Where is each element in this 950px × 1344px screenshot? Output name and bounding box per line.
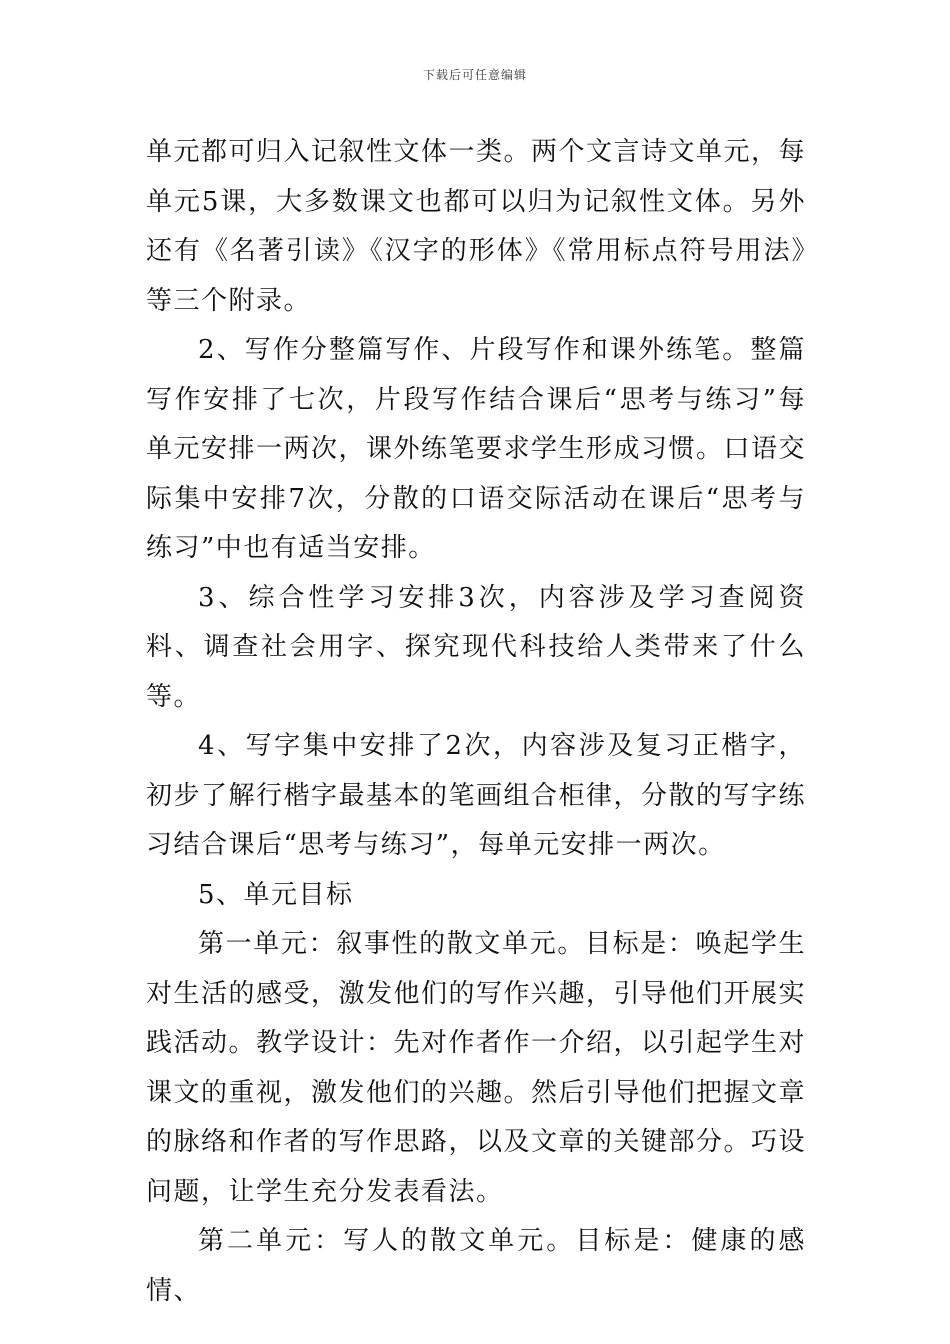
- paragraph-comprehensive-learning: 3、综合性学习安排3次，内容涉及学习查阅资料、调查社会用字、探究现代科技给人类带来了什么等。: [146, 582, 806, 712]
- paragraph-continuation: 单元都可归入记叙性文体一类。两个文言诗文单元，每单元5课，大多数课文也都可以归为记叙性文体。另外还有《名著引读》《汉字的形体》《常用标点符号用法》等三个附录。: [146, 137, 807, 316]
- paragraph-unit-two: 第二单元：写人的散文单元。目标是：健康的感情、: [146, 1226, 806, 1306]
- document-body: [146, 128, 806, 1316]
- paragraph-handwriting: 4、写字集中安排了2次，内容涉及复习正楷字，初步了解行楷字最基本的笔画组合柜律，分散的写字练习结合课后“思考与练习”，每单元安排一两次。: [146, 731, 807, 860]
- paragraph-writing: 2、写作分整篇写作、片段写作和课外练笔。整篇写作安排了七次，片段写作结合课后“思考与练习”每单元安排一两次，课外练笔要求学生形成习惯。口语交际集中安排7次，分散的口语交际活动在课后“思考与练习”中也有适当安排。: [146, 335, 807, 563]
- page-header: 下载后可任意编辑: [422, 68, 527, 82]
- paragraph-unit-goals-heading: 5、单元目标: [198, 879, 354, 910]
- paragraph-unit-one: 第一单元：叙事性的散文单元。目标是：唤起学生对生活的感受，激发他们的写作兴趣，引导他们开展实践活动。教学设计：先对作者作一介绍，以引起学生对课文的重视，激发他们的兴趣。然后引导他们把握文章的脉络和作者的写作思路，以及文章的关键部分。巧设问题，让学生充分发表看法。: [146, 929, 807, 1207]
